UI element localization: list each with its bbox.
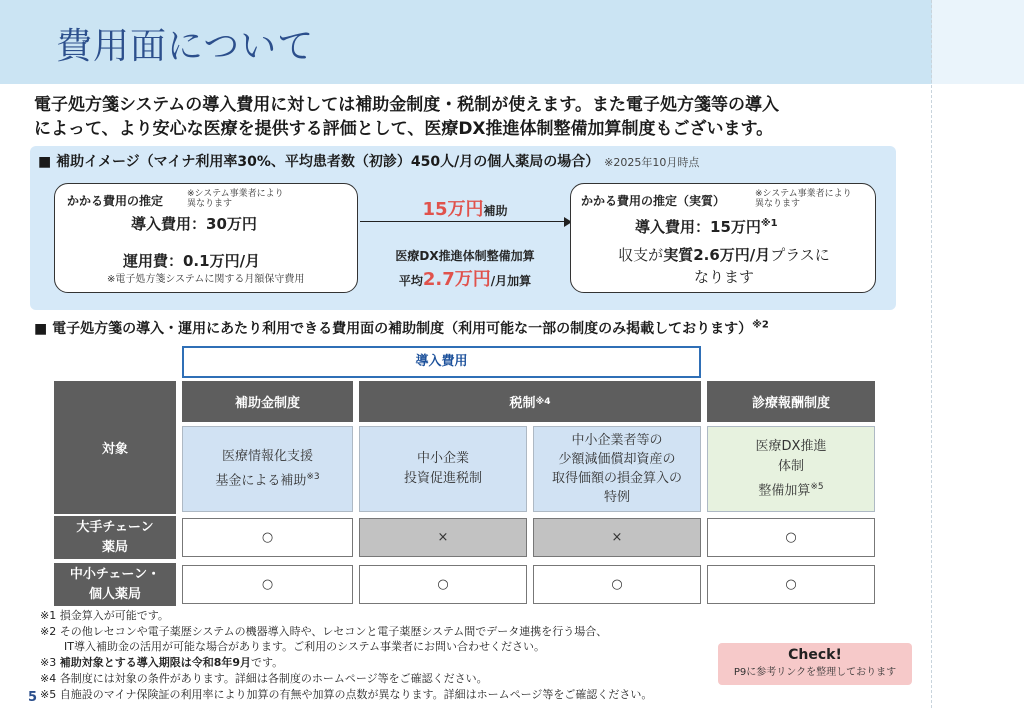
net-intro-cost: 導入費用：15万円$^{※1}$ (635, 218, 778, 236)
program-dx-kasan: 医療DX推進 体制 整備加算$^{※5}$ (707, 426, 875, 512)
check-text: P9に参考リンクを整理しております (733, 667, 897, 678)
table-cell: ○ (533, 565, 701, 604)
estimated-cost-title: かかる費用の推定 (67, 194, 164, 208)
table-cell: ○ (182, 565, 353, 604)
net-cost-box (570, 183, 876, 293)
flow-arrow-line (360, 221, 568, 222)
row-label-large-chain: 大手チェーン 薬局 (54, 516, 176, 559)
intro-cost: 導入費用：30万円 (131, 215, 257, 233)
header-subsidy: 補助金制度 (182, 381, 353, 422)
target-header: 対象 (54, 381, 176, 514)
lead-text (34, 93, 904, 141)
table-cell: × (359, 518, 527, 557)
program-it-subsidy: 医療情報化支援 基金による補助$^{※3}$ (182, 426, 353, 512)
kasan-amount: 平均2.7万円/月加算 (398, 269, 532, 290)
footnote-3: ※3 補助対象とする導入期限は令和8年9月です。 (40, 656, 284, 669)
header-tax: 税制 ※4 (359, 381, 701, 422)
footnote-2a: ※2 その他レセコンや電子薬歴システムの機器導入時や、レセコンと電子薬歴システム間でデータ連携を行う場合、 (40, 625, 608, 638)
table-cell: ○ (707, 565, 875, 604)
intro-cost-span-header: 導入費用 (182, 346, 701, 378)
kasan-label: 医療DX推進体制整備加算 (395, 249, 535, 263)
section-2-heading: ■ 電子処方箋の導入・運用にあたり利用できる費用面の補助制度（利用可能な一部の制度のみ掲載しております）$^{※2}$ (34, 319, 769, 337)
footnote-4: ※4 各制度には対象の条件があります。詳細は各制度のホームページ等をご確認ください。 (40, 672, 488, 685)
table-cell: ○ (359, 565, 527, 604)
section-1-heading (38, 151, 699, 171)
estimated-cost-note: ※システム事業者により 異なります (187, 189, 284, 209)
program-small-asset-tax: 中小企業者等の 少額減価償却資産の 取得価額の損金算入の 特例 (533, 426, 701, 512)
check-title: Check! (788, 647, 842, 663)
section-1-title: ■ 補助イメージ（マイナ利用率30%、平均患者数（初診）450人/月の個人薬局の場合） (38, 154, 600, 170)
net-cost-note: ※システム事業者により 異なります (755, 189, 852, 209)
lead-line-1: 電子処方箋システムの導入費用に対しては補助金制度・税制が使えます。また電子処方箋等の導入 (34, 95, 779, 115)
footnote-5: ※5 自施設のマイナ保険証の利用率により加算の有無や加算の点数が異なります。詳細はホームページ等をご確認ください。 (40, 688, 653, 701)
table-cell: ○ (707, 518, 875, 557)
page-title: 費用面について (56, 26, 315, 67)
footnote-1: ※1 損金算入が可能です。 (40, 609, 169, 622)
table-cell: ○ (182, 518, 353, 557)
page-number: 5 (28, 690, 38, 705)
right-guide-line (931, 0, 932, 708)
header-strip (932, 0, 1024, 84)
estimated-cost-box (54, 183, 358, 293)
header-fee: 診療報酬制度 (707, 381, 875, 422)
program-investment-tax: 中小企業 投資促進税制 (359, 426, 527, 512)
check-callout[interactable] (718, 643, 912, 685)
running-cost-note: ※電子処方箋システムに関する月額保守費用 (107, 274, 305, 285)
net-balance: 収支が実質2.6万円/月プラスに なります (618, 246, 830, 286)
footnote-2b: IT導入補助金の活用が可能な場合があります。ご利用のシステム事業者にお問い合わせください。 (64, 640, 545, 653)
lead-line-2: によって、より安心な医療を提供する評価として、医療DX推進体制整備加算制度もございます。 (34, 119, 774, 139)
subsidy-amount: 15万円補助 (422, 199, 508, 220)
net-cost-title: かかる費用の推定（実質） (581, 194, 726, 208)
table-cell: × (533, 518, 701, 557)
section-1-note: ※2025年10月時点 (604, 156, 700, 169)
running-cost: 運用費：0.1万円/月 (123, 252, 261, 270)
row-label-small-pharmacy: 中小チェーン・ 個人薬局 (54, 563, 176, 606)
